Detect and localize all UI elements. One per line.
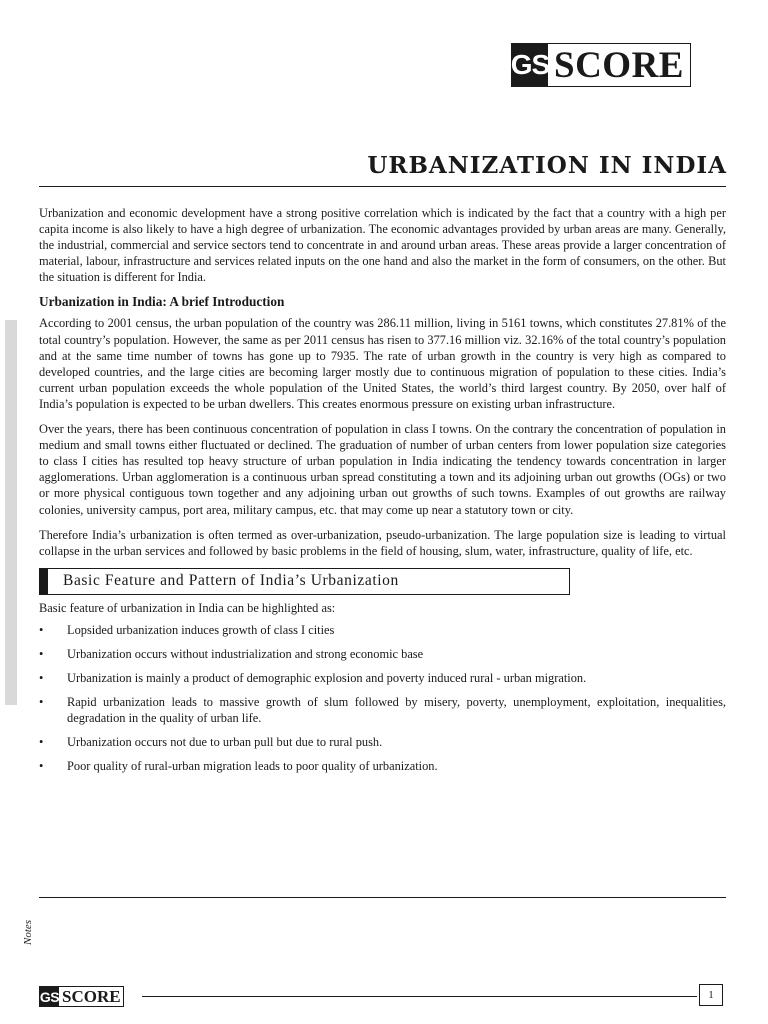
page-title: URBANIZATION IN INDIA — [367, 152, 727, 179]
list-item — [39, 694, 726, 726]
list-item — [39, 758, 726, 774]
notes-label: Notes — [22, 919, 34, 945]
bullet-icon: • — [39, 646, 44, 661]
list-item-text: Urbanization occurs not due to urban pull but due to rural push. — [67, 734, 383, 749]
list-item — [39, 670, 726, 686]
census-paragraph: According to 2001 census, the urban population of the country was 286.11 million, living in 5161 towns, which constitutes 27.81% of the total country’s population. However, the same as per 2011 census has risen to 377.16 million viz. 32.16% of the total country’s population and at the same time number of towns has gone up to 7935. The rate of urban growth in the country is very high as compared to developed countries, and the large cities are becoming larger mostly due to continuous migration of population to these cities. India’s current urban population exceeds the whole population of the United States, the world’s third largest country. By 2050, over half of India’s population is expected to be urban dwellers. This creates enormous pressure on existing urban infrastructure. — [39, 316, 726, 411]
list-item — [39, 622, 726, 638]
bullet-icon: • — [39, 694, 44, 709]
list-item-text: Urbanization occurs without industrialization and strong economic base — [67, 646, 424, 661]
bullet-icon: • — [39, 758, 44, 773]
main-content — [39, 205, 726, 782]
list-item-text: Lopsided urbanization induces growth of class I cities — [67, 622, 335, 637]
list-item — [39, 734, 726, 750]
footer-logo — [39, 986, 124, 1007]
footer-logo-gs-mark: GS — [39, 988, 60, 1005]
features-list — [39, 622, 726, 774]
content-end-divider — [39, 897, 726, 898]
footer-rule — [142, 996, 697, 997]
logo-gs-mark: GS — [512, 44, 548, 86]
logo-score-text: SCORE — [554, 44, 684, 86]
footer-logo-score-text: SCORE — [62, 986, 121, 1006]
brand-logo — [511, 43, 691, 87]
page-number: 1 — [699, 984, 723, 1006]
over-urbanization-paragraph: Therefore India’s urbanization is often termed as over-urbanization, pseudo-urbanization. The large population size is leading to virtual collapse in the urban services and followed by basic problems in the field of housing, slum, water, infrastructure, quality of life, etc. — [39, 527, 726, 558]
section-heading-box — [39, 568, 570, 595]
list-item — [39, 646, 726, 662]
bullet-icon: • — [39, 734, 44, 749]
features-intro: Basic feature of urbanization in India can be highlighted as: — [39, 600, 336, 615]
bullet-icon: • — [39, 670, 44, 685]
heading-accent-bar — [40, 569, 48, 594]
title-divider — [39, 186, 726, 187]
concentration-paragraph: Over the years, there has been continuous concentration of population in class I towns. On the contrary the concentration of population in medium and small towns either fluctuated or declined. The graduation of number of urban centers from lower population size categories to class I cities has resulted top heavy structure of urban population in India indicating the tendency towards concentration in larger agglomerations. Urban agglomeration is a continuous urban spread constituting a town and its adjoining urban out growths (OGs) or two or more physical contiguous town together and any adjoining urban out growths of such towns. Examples of out growths are railway colonies, university campus, port area, military campus, etc. that may come up near a statutory town or city. — [39, 422, 726, 517]
list-item-text: Poor quality of rural-urban migration leads to poor quality of urbanization. — [67, 758, 438, 773]
section-heading-introduction: Urbanization in India: A brief Introduction — [39, 294, 285, 310]
bullet-icon: • — [39, 622, 44, 637]
side-scroll-bar — [5, 320, 17, 705]
list-item-text: Rapid urbanization leads to massive growth of slum followed by misery, poverty, unemployment, exploitation, inequalities, degradation in the quality of urban life. — [67, 694, 726, 725]
section-heading-features: Basic Feature and Pattern of India’s Urbanization — [63, 572, 399, 590]
list-item-text: Urbanization is mainly a product of demographic explosion and poverty induced rural - urban migration. — [67, 670, 587, 685]
intro-paragraph: Urbanization and economic development have a strong positive correlation which is indicated by the fact that a country with a high per capita income is also likely to have a high degree of urbanization. The economic advantages provided by urban areas are many. Generally, the industrial, commercial and service sectors tend to concentrate in and around urban areas. These areas provide a larger concentration of material, labour, infrastructure and services related inputs on the one hand and also the market in the form of consumers, on the other. But the situation is different for India. — [39, 206, 726, 285]
